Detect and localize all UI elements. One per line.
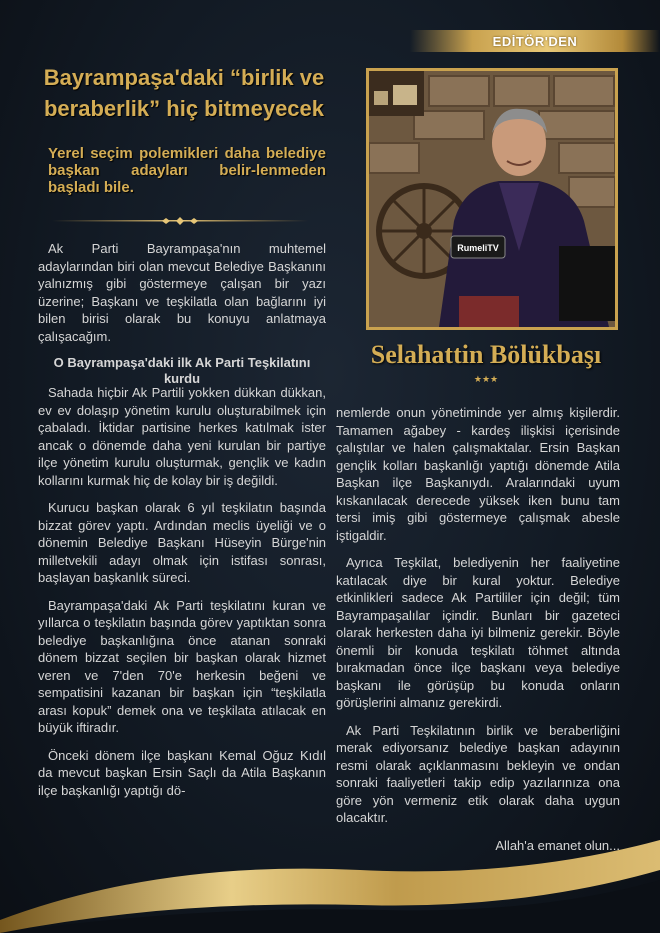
author-photo-illustration	[369, 71, 615, 327]
author-stars: ★★★	[473, 374, 499, 384]
author-photo	[366, 68, 618, 330]
sign-off: Allah'a emanet olun...	[495, 837, 620, 853]
intro-paragraph: Ak Parti Bayrampaşa'nın muhtemel adaylarından biri olan mevcut Belediye Başkanını yalnızmış gibi göstermeye çalışan bir yazı üzerine; Başkanı ve teşkilatla olan bağlarını iyi bilen birisi olarak bu konuyu anlatmaya çalışacağım.	[38, 241, 326, 344]
paragraph-3: Bayrampaşa'daki Ak Parti teşkilatını kuran ve yıllarca o teşkilatın başında görev yaptıktan sonra belediye başkanlığına önce atanan sonraki dönem bizzat seçilen bir başkan olarak hizmet veren ve 7'den 70'e herkesin beğeni ve sempatisini kazanan bir başkan için “teşkilatla arası kopuk” demek ona ve teşkilata atılacak en büyük iftiradır.	[38, 597, 326, 735]
article-title	[24, 62, 344, 124]
section-banner-label: EDİTÖR'DEN	[492, 33, 578, 49]
article-subtitle: Yerel seçim polemikleri daha belediye başkan adayları belir-lenmeden başladı bile.	[48, 145, 326, 196]
gold-swoosh-decoration	[0, 800, 660, 933]
article-title-line1: Bayrampaşa'daki “birlik ve	[43, 65, 325, 90]
section-heading: O Bayrampaşa'daki ilk Ak Parti Teşkilatını kurdu	[53, 355, 311, 386]
ornament-divider	[52, 217, 308, 225]
paragraph-4-start: Önceki dönem ilçe başkanı Kemal Oğuz Kıdıl da mevcut başkan Ersin Saçlı da Atila Başkanın ilçe başkanlığı yaptığı dö-	[38, 747, 326, 798]
left-column-bottom	[38, 384, 326, 809]
author-name: Selahattin Bölükbaşı	[370, 340, 602, 369]
article-title-line2: beraberlik” hiç bitmeyecek	[43, 96, 325, 121]
right-column	[336, 404, 620, 864]
paragraph-4-end: nemlerde onun yönetiminde yer almış kişilerdir. Tamamen ağabey - kardeş ilişkisi içerisinde çalıştılar ve halen çalışmaktalar. Ersin Başkan gençlik kolları başkanlığı yaptığı dönemde Atila Başkan ilçe Başkanıydı. Aralarındaki uyum kıskanılacak derecede yüksek iken bunu tam tersi imiş gibi göstermeye çalışmak abesle iştigaldir.	[336, 405, 620, 543]
paragraph-6: Ak Parti Teşkilatının birlik ve beraberliğini merak ediyorsanız belediye başkan adayının resmi olarak açıklanmasını bekleyin ve ondan sonraki faaliyetleri takip edip yazılarınıza ona göre yön vermeniz etik olarak daha uygun olacaktır.	[336, 722, 620, 825]
paragraph-2: Kurucu başkan olarak 6 yıl teşkilatın başında bizzat görev yaptı. Ardından meclis üyeliği ve o dönemin Belediye Başkanı Hüseyin Bürge'nin milletvekili adayı olmak için istifası sonrası, başlayan başkanlık süreci.	[38, 500, 326, 585]
left-column-top	[38, 240, 326, 395]
mic-flag-label: RumeliTV	[457, 243, 499, 253]
section-banner	[410, 30, 660, 52]
paragraph-5: Ayrıca Teşkilat, belediyenin her faaliyetine katılacak diye bir kural yoktur. Belediye etkinlikleri sadece Ak Partililer için değil; tüm Bayrampaşalılar içindir. Bunları bir gazeteci olarak herkesten daha iyi bilmeniz gerekir. Böyle önemli bir konuda teşkilatı töhmet altında bırakmadan önce ilçe başkanı veya belediye başkanı ile görüşüp bu konuda onların görüşlerini almanız gerekirdi.	[336, 555, 620, 710]
paragraph-1: Sahada hiçbir Ak Partili yokken dükkan dükkan, ev ev dolaşıp yönetim kurulu oluşturabilmek için çabaladı. İktidar partisine herkes katılmak ister ancak o dönemde daha yeni kurulan bir partiye ilçe yönetim kurulu oluşturmak, gençlik ve kadın kollarını kurmak hiç de kolay bir iş değildi.	[38, 385, 326, 488]
